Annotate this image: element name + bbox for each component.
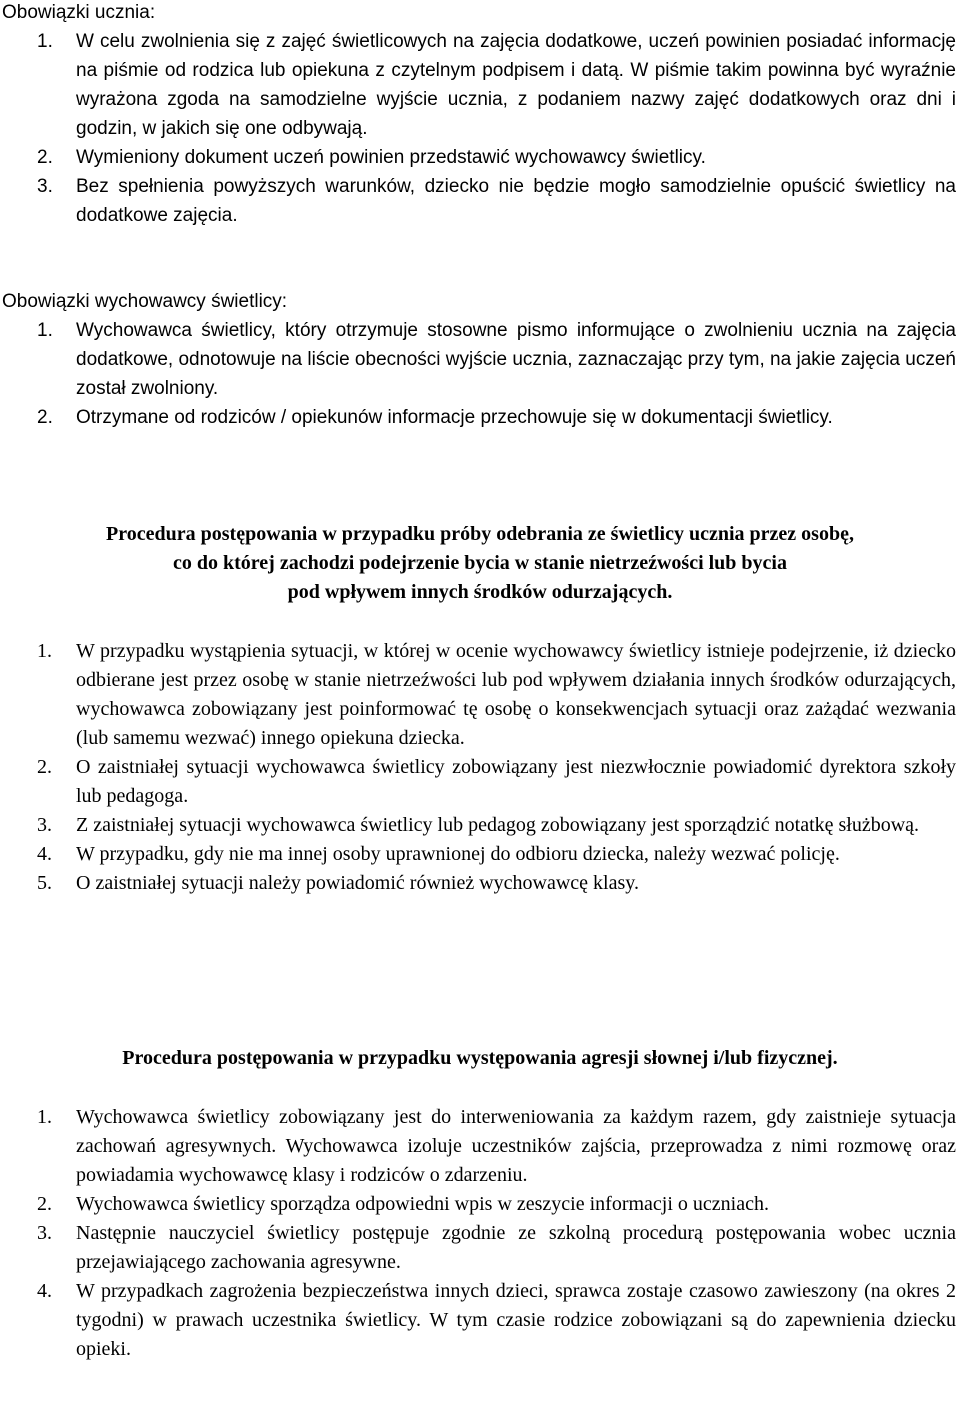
- item-number: 4.: [37, 1280, 52, 1302]
- list-item: [0, 753, 958, 811]
- item-number: 1.: [37, 31, 53, 52]
- list-item: [0, 840, 958, 869]
- procedure-aggression-list: [0, 1103, 958, 1364]
- list-item: [0, 27, 958, 143]
- item-text: W celu zwolnienia się z zajęć świetlicowych na zajęcia dodatkowe, uczeń powinien posiadać informację na piśmie od rodzica lub opiekuna z czytelnym podpisem i datą. W piśmie takim powinna być wyraźnie wyrażona zgoda na samodzielne wyjście ucznia, z podaniem nazwy zajęć dodatkowych oraz dni i godzin, w jakich się one odbywają.: [76, 31, 956, 139]
- item-number: 3.: [37, 176, 53, 197]
- item-number: 3.: [37, 1222, 52, 1244]
- list-item: [0, 316, 958, 403]
- list-item: [0, 1277, 958, 1364]
- item-number: 3.: [37, 814, 52, 836]
- item-number: 2.: [37, 1193, 52, 1215]
- item-number: 2.: [37, 407, 53, 428]
- item-number: 4.: [37, 843, 52, 865]
- list-item: [0, 403, 958, 432]
- student-duties-list: [0, 27, 958, 230]
- item-text: O zaistniałej sytuacji wychowawca świetlicy zobowiązany jest niezwłocznie powiadomić dyrektora szkoły lub pedagoga.: [76, 756, 956, 807]
- list-item: [0, 637, 958, 753]
- item-number: 2.: [37, 147, 53, 168]
- teacher-duties-list: [0, 316, 958, 432]
- item-number: 1.: [37, 1106, 52, 1128]
- section-teacher-duties: [0, 287, 958, 432]
- item-number: 5.: [37, 872, 52, 894]
- list-item: [0, 1219, 958, 1277]
- item-text: Bez spełnienia powyższych warunków, dziecko nie będzie mogło samodzielnie opuścić świetlicy na dodatkowe zajęcia.: [76, 176, 956, 226]
- list-item: [0, 869, 958, 898]
- title-line: Procedura postępowania w przypadku występowania agresji słownej i/lub fizycznej.: [122, 1047, 838, 1069]
- item-text: W przypadku wystąpienia sytuacji, w której w ocenie wychowawcy świetlicy istnieje podejrzenie, iż dziecko odbierane jest przez osobę w stanie nietrzeźwości lub pod wpływem działania innych środków odurzających, wychowawca zobowiązany jest poinformować tę osobę o konsekwencjach sytuacji oraz zażądać wezwania (lub samemu wezwać) innego opiekuna dziecka.: [76, 640, 956, 749]
- procedure-intoxication-section: [0, 637, 958, 898]
- procedure-aggression-section: [0, 1103, 958, 1364]
- list-item: [0, 1190, 958, 1219]
- title-line: co do której zachodzi podejrzenie bycia w stanie nietrzeźwości lub bycia: [173, 552, 787, 574]
- section-heading: Obowiązki ucznia:: [2, 2, 156, 23]
- title-line: pod wpływem innych środków odurzających.: [287, 581, 673, 603]
- section-heading: Obowiązki wychowawcy świetlicy:: [2, 291, 288, 312]
- item-text: Następnie nauczyciel świetlicy postępuje zgodnie ze szkolną procedurą postępowania wobec ucznia przejawiającego zachowania agresywne.: [76, 1222, 956, 1273]
- item-text: W przypadkach zagrożenia bezpieczeństwa innych dzieci, sprawca zostaje czasowo zawieszony (na okres 2 tygodni) w prawach uczestnika świetlicy. W tym czasie rodzice zobowiązani są do zapewnienia dziecku opieki.: [76, 1280, 956, 1360]
- item-number: 1.: [37, 320, 53, 341]
- item-text: Z zaistniałej sytuacji wychowawca świetlicy lub pedagog zobowiązany jest sporządzić notatkę służbową.: [76, 814, 920, 836]
- list-item: [0, 172, 958, 230]
- section-student-duties: [0, 0, 958, 230]
- list-item: [0, 811, 958, 840]
- item-text: W przypadku, gdy nie ma innej osoby uprawnionej do odbioru dziecka, należy wezwać policję.: [76, 843, 840, 865]
- title-line: Procedura postępowania w przypadku próby odebrania ze świetlicy ucznia przez osobę,: [106, 523, 854, 545]
- item-text: Wymieniony dokument uczeń powinien przedstawić wychowawcy świetlicy.: [76, 147, 706, 168]
- item-number: 2.: [37, 756, 52, 778]
- item-text: O zaistniałej sytuacji należy powiadomić również wychowawcę klasy.: [76, 872, 639, 894]
- item-number: 1.: [37, 640, 52, 662]
- list-item: [0, 1103, 958, 1190]
- item-text: Wychowawca świetlicy zobowiązany jest do interweniowania za każdym razem, gdy zaistnieje sytuacja zachowań agresywnych. Wychowawca izoluje uczestników zajścia, przeprowadza z nimi rozmowę oraz powiadamia wychowawcę klasy i rodziców o zdarzeniu.: [76, 1106, 956, 1186]
- procedure-intoxication-list: [0, 637, 958, 898]
- procedure-aggression-title: [0, 1044, 960, 1073]
- procedure-intoxication-title: [0, 520, 960, 607]
- item-text: Wychowawca świetlicy sporządza odpowiedni wpis w zeszycie informacji o uczniach.: [76, 1193, 769, 1215]
- list-item: [0, 143, 958, 172]
- item-text: Otrzymane od rodziców / opiekunów informacje przechowuje się w dokumentacji świetlicy.: [76, 407, 833, 428]
- item-text: Wychowawca świetlicy, który otrzymuje stosowne pismo informujące o zwolnieniu ucznia na zajęcia dodatkowe, odnotowuje na liście obecności wyjście ucznia, zaznaczając przy tym, na jakie zajęcia uczeń został zwolniony.: [76, 320, 956, 399]
